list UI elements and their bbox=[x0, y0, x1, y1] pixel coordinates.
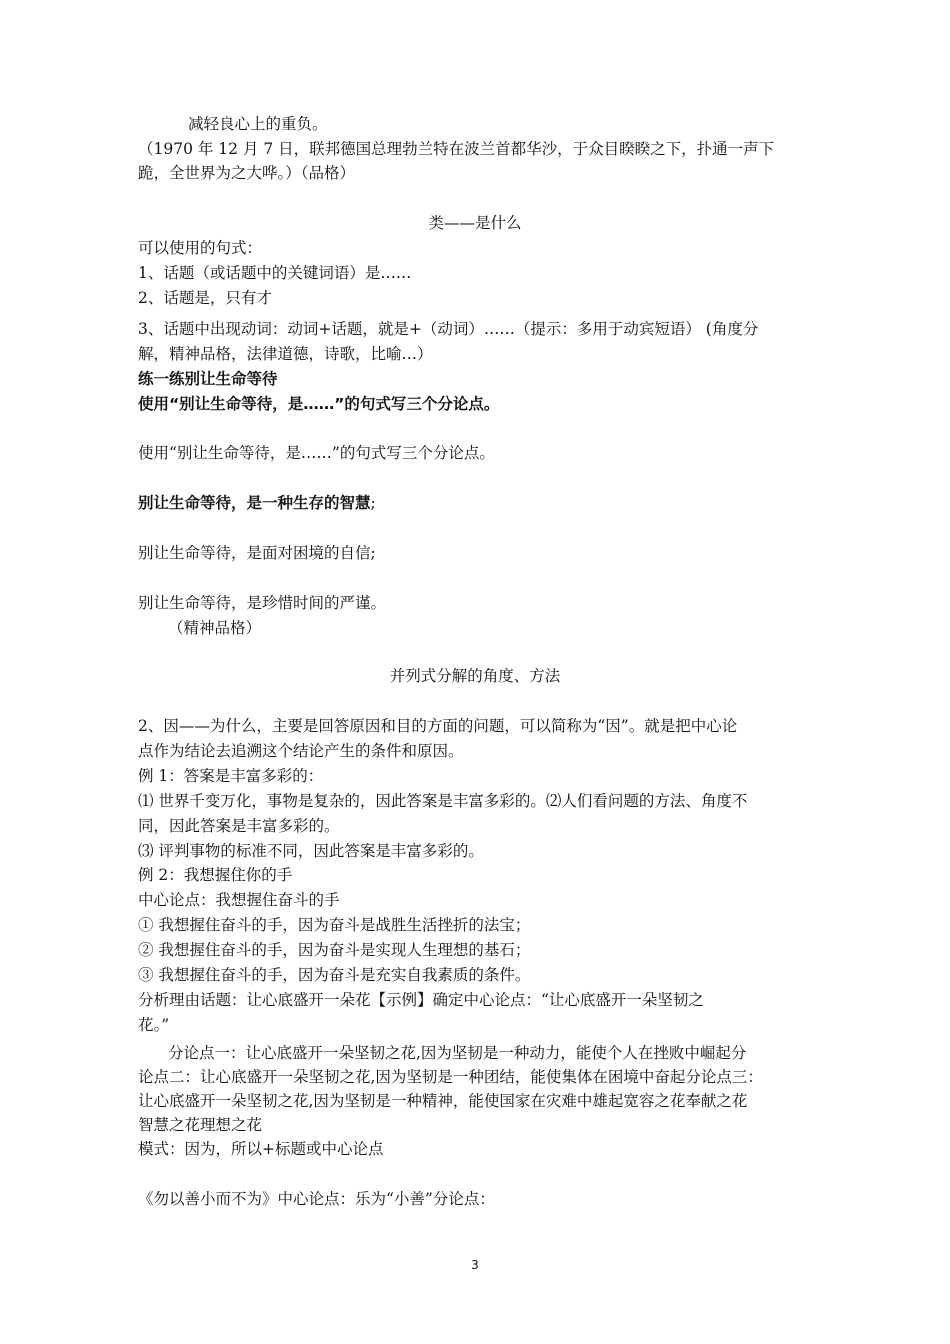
text-line: 3、话题中出现动词：动词+话题，就是+（动词）……（提示：多用于动宾短语） (角度分 bbox=[138, 320, 759, 338]
text-line: 让心底盛开一朵坚韧之花,因为坚韧是一种精神，能使国家在灾难中雄起宽容之花奉献之花 bbox=[138, 1092, 748, 1110]
text-line: 智慧之花理想之花 bbox=[138, 1116, 263, 1134]
answer-line bbox=[138, 492, 818, 514]
text-line: 花。” bbox=[138, 1016, 170, 1034]
text-line: 例 2：我想握住你的手 bbox=[138, 866, 293, 884]
text-line: 分析理由话题：让心底盛开一朵花【示例】确定中心论点：“让心底盛开一朵坚韧之 bbox=[138, 991, 704, 1009]
page-number: 3 bbox=[471, 1258, 479, 1272]
text-line: 减轻良心上的重负。 bbox=[188, 115, 328, 133]
section-heading: 并列式分解的角度、方法 bbox=[389, 667, 561, 685]
text-line: 分论点一：让心底盛开一朵坚韧之花,因为坚韧是一种动力，能使个人在挫败中崛起分 bbox=[168, 1044, 747, 1062]
list-item: ③ 我想握住奋斗的手，因为奋斗是充实自我素质的条件。 bbox=[138, 966, 531, 984]
list-item: ② 我想握住奋斗的手，因为奋斗是实现人生理想的基石； bbox=[138, 941, 531, 959]
answer-punctuation: ; bbox=[370, 494, 376, 512]
section-heading: 类——是什么 bbox=[428, 214, 522, 232]
text-line: 1、话题（或话题中的关键词语）是…… bbox=[138, 264, 412, 282]
text-line: 使用“别让生命等待，是……”的句式写三个分论点。 bbox=[138, 444, 495, 462]
text-line: 2、话题是，只有才 bbox=[138, 289, 272, 307]
list-item: ① 我想握住奋斗的手，因为奋斗是战胜生活挫折的法宝； bbox=[138, 916, 531, 934]
text-line: 中心论点：我想握住奋斗的手 bbox=[138, 891, 340, 909]
text-line: 2、因——为什么，主要是回答原因和目的方面的问题，可以简称为“因”。就是把中心论 bbox=[138, 717, 738, 735]
text-line: （精神品格） bbox=[168, 619, 262, 637]
text-line: 跪，全世界为之大哗。）（品格） bbox=[138, 164, 356, 182]
text-line: 例 1：答案是丰富多彩的： bbox=[138, 767, 324, 785]
answer-bold-text: 别让生命等待，是一种生存的智慧 bbox=[138, 494, 371, 512]
text-line: 点作为结论去追溯这个结论产生的条件和原因。 bbox=[138, 742, 464, 760]
answer-line: 别让生命等待，是珍惜时间的严谨。 bbox=[138, 594, 387, 612]
text-line: ⑶ 评判事物的标准不同，因此答案是丰富多彩的。 bbox=[138, 842, 484, 860]
text-line: 《勿以善小而不为》中心论点：乐为“小善”分论点： bbox=[138, 1190, 495, 1208]
text-line: ⑴ 世界千变万化，事物是复杂的，因此答案是丰富多彩的。⑵人们看问题的方法、角度不 bbox=[138, 792, 748, 810]
text-line: 模式：因为，所以+标题或中心论点 bbox=[138, 1140, 384, 1158]
text-line: 可以使用的句式： bbox=[138, 239, 263, 257]
answer-line: 别让生命等待，是面对困境的自信; bbox=[138, 544, 376, 562]
exercise-title: 练一练别让生命等待 bbox=[138, 370, 278, 388]
exercise-instruction: 使用“别让生命等待，是……”的句式写三个分论点。 bbox=[138, 395, 500, 413]
text-line: 同，因此答案是丰富多彩的。 bbox=[138, 817, 340, 835]
text-line: 解，精神品格，法律道德，诗歌，比喻…） bbox=[138, 345, 433, 363]
text-line: 论点二：让心底盛开一朵坚韧之花,因为坚韧是一种团结，能使集体在困境中奋起分论点三： bbox=[138, 1068, 763, 1086]
text-line: （1970 年 12 月 7 日，联邦德国总理勃兰特在波兰首都华沙，于众目睽睽之下，扑通一声下 bbox=[138, 140, 775, 158]
